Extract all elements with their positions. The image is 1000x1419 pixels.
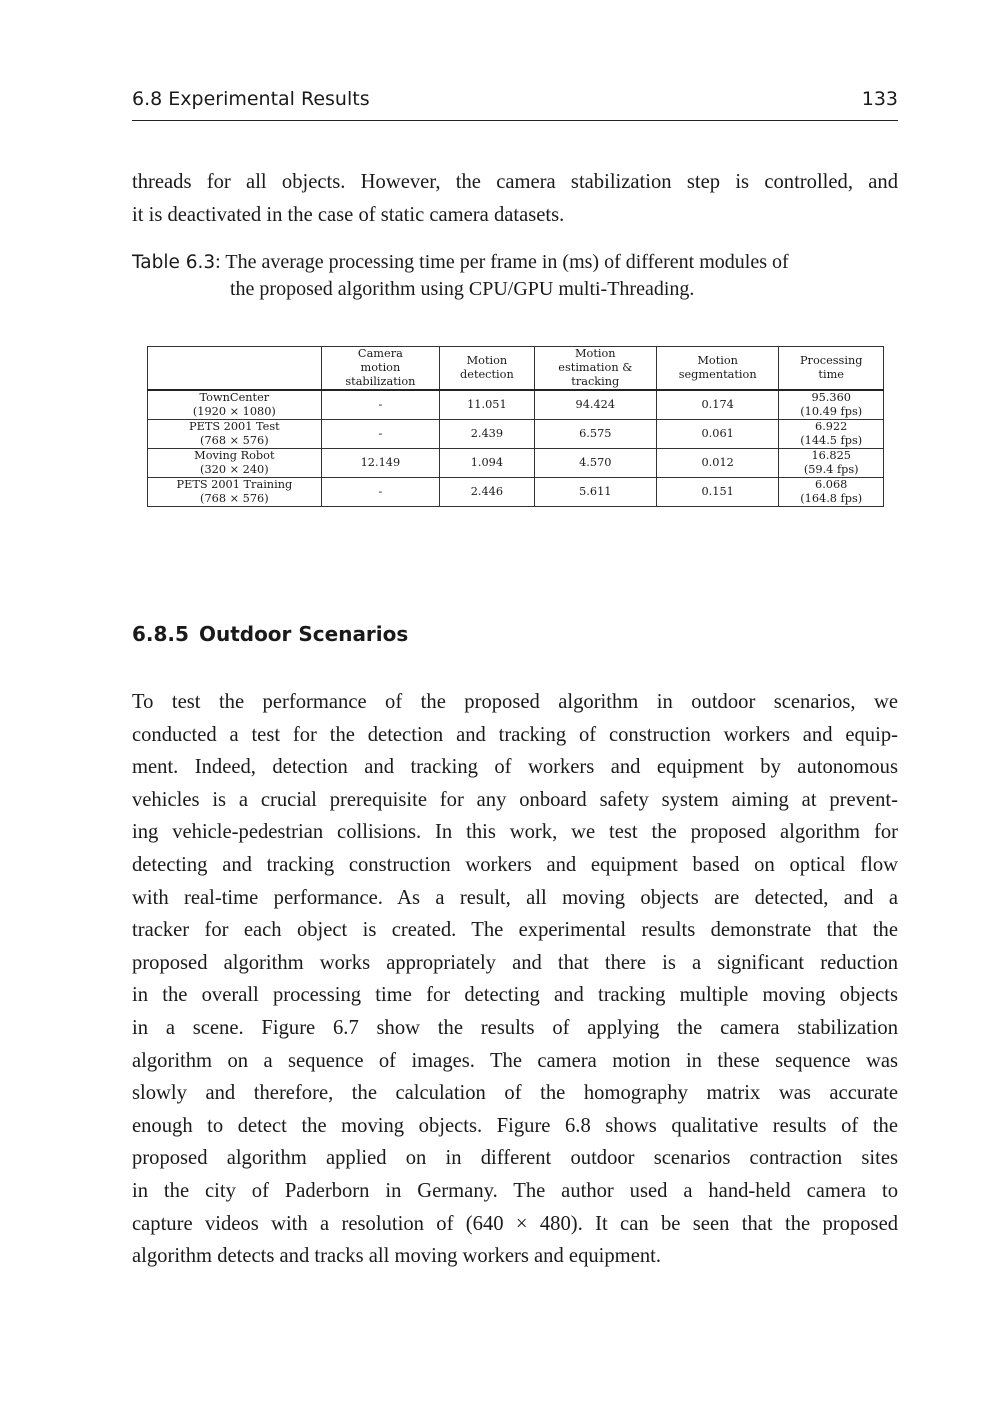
text-line: algorithm on a sequence of images. The camera motion in these sequence was xyxy=(132,1049,898,1072)
processing-time-cell: 6.068 (164.8 fps) xyxy=(779,478,884,507)
text-line: with real-time performance. As a result, all moving objects are detected, and a xyxy=(132,886,898,909)
stabilization-cell: 12.149 xyxy=(321,449,439,478)
text-line: in the city of Paderborn in Germany. The author used a hand-held camera to xyxy=(132,1179,898,1202)
table-row xyxy=(148,449,884,478)
running-header xyxy=(132,88,898,121)
table-caption-label: Table 6.3 xyxy=(132,252,216,273)
processing-time-table xyxy=(147,346,884,507)
text-line: capture videos with a resolution of (640 × 480). It can be seen that the proposed xyxy=(132,1212,898,1235)
text-line: tracker for each object is created. The experimental results demonstrate that the xyxy=(132,919,898,942)
stabilization-cell: - xyxy=(321,478,439,507)
detection-cell: 2.446 xyxy=(440,478,535,507)
estimation-cell: 5.611 xyxy=(534,478,656,507)
text-line: slowly and therefore, the calculation of the homography matrix was accurate xyxy=(132,1082,898,1105)
text-line: detecting and tracking construction workers and equipment based on optical flow xyxy=(132,853,898,876)
text-line: To test the performance of the proposed algorithm in outdoor scenarios, we xyxy=(132,691,898,713)
segmentation-cell: 0.174 xyxy=(656,390,779,420)
text-line: ing vehicle-pedestrian collisions. In this work, we test the proposed algorithm for xyxy=(132,821,898,844)
header-processing-time: Processing time xyxy=(779,347,884,391)
processing-time-cell: 6.922 (144.5 fps) xyxy=(779,420,884,449)
running-header-title: 6.8 Experimental Results xyxy=(132,88,370,110)
table-row xyxy=(148,420,884,449)
section-number: 6.8.5 xyxy=(132,622,189,646)
segmentation-cell: 0.061 xyxy=(656,420,779,449)
segmentation-cell: 0.151 xyxy=(656,478,779,507)
text-line: algorithm detects and tracks all moving workers and equipment. xyxy=(132,1245,662,1268)
table-caption-line-1: : The average processing time per frame in (ms) of different modules of xyxy=(215,251,789,273)
dataset-cell: Moving Robot (320 × 240) xyxy=(148,449,322,478)
estimation-cell: 6.575 xyxy=(534,420,656,449)
stabilization-cell: - xyxy=(321,390,439,420)
text-line: proposed algorithm works appropriately and that there is a significant reduction xyxy=(132,951,898,974)
intro-paragraph xyxy=(132,166,898,231)
estimation-cell: 4.570 xyxy=(534,449,656,478)
section-heading xyxy=(132,622,408,646)
processing-time-cell: 16.825 (59.4 fps) xyxy=(779,449,884,478)
processing-time-cell: 95.360 (10.49 fps) xyxy=(779,390,884,420)
detection-cell: 2.439 xyxy=(440,420,535,449)
text-line: threads for all objects. However, the camera stabilization step is controlled, and xyxy=(132,171,898,193)
header-empty xyxy=(148,347,322,391)
text-line: enough to detect the moving objects. Figure 6.8 shows qualitative results of the xyxy=(132,1114,898,1137)
section-title: Outdoor Scenarios xyxy=(198,622,409,646)
detection-cell: 11.051 xyxy=(440,390,535,420)
detection-cell: 1.094 xyxy=(440,449,535,478)
text-line: in the overall processing time for detecting and tracking multiple moving objects xyxy=(132,984,898,1007)
stabilization-cell: - xyxy=(321,420,439,449)
dataset-cell: PETS 2001 Training (768 × 576) xyxy=(148,478,322,507)
text-line: in a scene. Figure 6.7 show the results of applying the camera stabilization xyxy=(132,1016,898,1039)
estimation-cell: 94.424 xyxy=(534,390,656,420)
text-line: vehicles is a crucial prerequisite for any onboard safety system aiming at prevent- xyxy=(132,788,898,811)
text-line: conducted a test for the detection and tracking of construction workers and equip- xyxy=(132,723,898,746)
table-caption xyxy=(132,249,898,302)
body-paragraph xyxy=(132,686,898,1273)
text-line: proposed algorithm applied on in different outdoor scenarios contraction sites xyxy=(132,1147,898,1170)
table-caption-line-2: the proposed algorithm using CPU/GPU multi-Threading. xyxy=(230,278,695,300)
segmentation-cell: 0.012 xyxy=(656,449,779,478)
header-motion-estimation-tracking: Motion estimation & tracking xyxy=(534,347,656,391)
table-row xyxy=(148,390,884,420)
dataset-cell: PETS 2001 Test (768 × 576) xyxy=(148,420,322,449)
header-motion-detection: Motion detection xyxy=(440,347,535,391)
text-line: ment. Indeed, detection and tracking of workers and equipment by autonomous xyxy=(132,756,898,779)
header-camera-motion-stabilization: Camera motion stabilization xyxy=(321,347,439,391)
table-header-row xyxy=(148,347,884,391)
page-number: 133 xyxy=(861,88,898,110)
text-line: it is deactivated in the case of static camera datasets. xyxy=(132,203,565,226)
table-row xyxy=(148,478,884,507)
dataset-cell: TownCenter (1920 × 1080) xyxy=(148,390,322,420)
header-motion-segmentation: Motion segmentation xyxy=(656,347,779,391)
